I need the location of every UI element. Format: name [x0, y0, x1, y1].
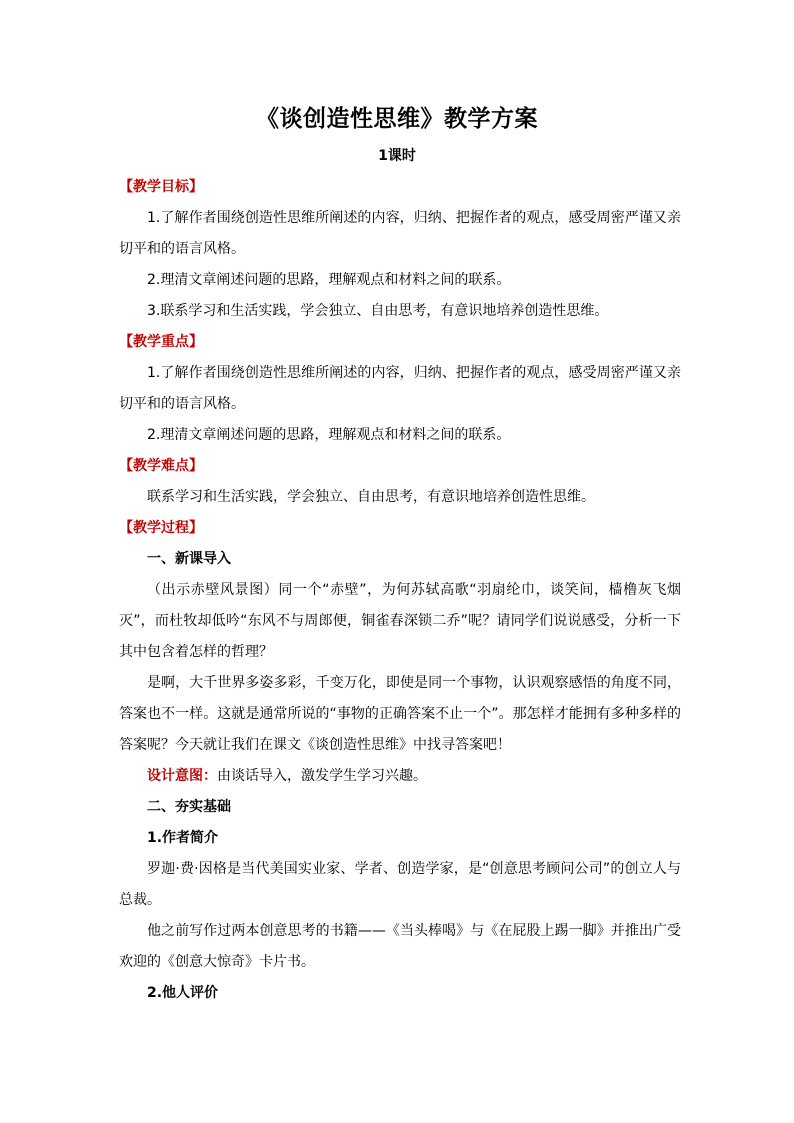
document-body — [119, 173, 681, 1009]
process-part2-sub1: 1.作者简介 — [147, 830, 219, 846]
section-heading-key-points: 【教学重点】 — [119, 334, 203, 350]
key-point-item-1: 1.了解作者围绕创造性思维所阐述的内容，归纳、把握作者的观点，感受周密严谨又亲切平和的语言风格。 — [119, 365, 681, 412]
author-intro-para1: 罗迦·费·因格是当代美国实业家、学者、创造学家，是“创意思考顾问公司”的创立人与总裁。 — [119, 861, 681, 908]
section-heading-goals: 【教学目标】 — [119, 179, 203, 195]
process-part2-heading: 二、夯实基础 — [147, 799, 231, 815]
key-point-item-2: 2.理清文章阐述问题的思路，理解观点和材料之间的联系。 — [147, 427, 511, 443]
goal-item-2: 2.理清文章阐述问题的思路，理解观点和材料之间的联系。 — [147, 272, 511, 288]
process-part2-sub2: 2.他人评价 — [147, 985, 219, 1001]
document-subtitle: 1课时 — [378, 148, 416, 164]
author-intro-para2: 他之前写作过两本创意思考的书籍——《当头棒喝》与《在屁股上踢一脚》并推出广受欢迎的《创意大惊奇》卡片书。 — [119, 923, 681, 970]
goal-item-3: 3.联系学习和生活实践，学会独立、自由思考，有意识地培养创造性思维。 — [147, 303, 609, 319]
design-intent-text: 由谈话导入，激发学生学习兴趣。 — [217, 768, 427, 784]
section-heading-process: 【教学过程】 — [119, 520, 203, 536]
section-heading-difficulties: 【教学难点】 — [119, 458, 203, 474]
difficulty-text: 联系学习和生活实践，学会独立、自由思考，有意识地培养创造性思维。 — [147, 489, 595, 505]
design-intent-label: 设计意图： — [147, 768, 217, 784]
goal-item-1: 1.了解作者围绕创造性思维所阐述的内容，归纳、把握作者的观点，感受周密严谨又亲切平和的语言风格。 — [119, 210, 681, 257]
process-part1-para2: 是啊，大千世界多姿多彩，千变万化，即使是同一个事物，认识观察感悟的角度不同，答案也不一样。这就是通常所说的“事物的正确答案不止一个”。那怎样才能拥有多种多样的答案呢？今天就让我们在课文《谈创造性思维》中找寻答案吧！ — [119, 675, 681, 753]
process-part1-para1: （出示赤壁风景图）同一个“赤壁”，为何苏轼高歌“羽扇纶巾，谈笑间，樯橹灰飞烟灭”，而杜牧却低吟“东风不与周郎便，铜雀春深锁二乔”呢？请同学们说说感受，分析一下其中包含着怎样的哲理？ — [119, 582, 681, 660]
process-part1-heading: 一、新课导入 — [147, 551, 231, 567]
design-intent — [119, 761, 681, 792]
document-title: 《谈创造性思维》教学方案 — [256, 105, 538, 132]
